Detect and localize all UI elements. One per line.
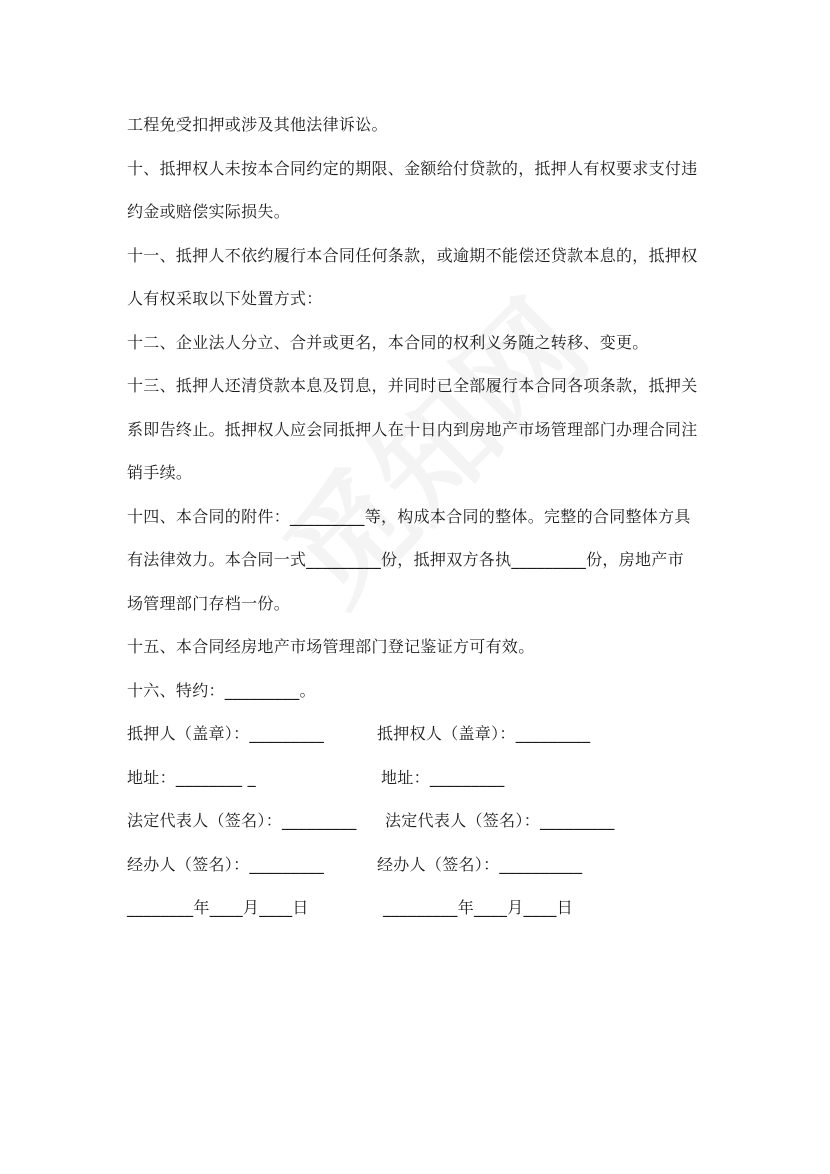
paragraph-line: 工程免受扣押或涉及其他法律诉讼。 bbox=[127, 115, 388, 134]
clause-11-line2: 人有权采取以下处置方式： bbox=[127, 289, 323, 308]
clause-16-line1: 十六、特约：_________。 bbox=[127, 681, 316, 700]
mortgagor-address: 地址：________ _ bbox=[127, 768, 256, 787]
clause-10-line1: 十、抵押权人未按本合同约定的期限、金额给付贷款的，抵押人有权要求支付违 bbox=[127, 159, 698, 178]
mortgagor-seal: 抵押人（盖章）：_________ bbox=[127, 724, 325, 743]
clause-15-line1: 十五、本合同经房地产市场管理部门登记鉴证方可有效。 bbox=[127, 637, 535, 656]
clause-12-line1: 十二、企业法人分立、合并或更名，本合同的权利义务随之转移、变更。 bbox=[127, 333, 649, 352]
mortgagor-date: ________年____月____日 bbox=[127, 898, 309, 917]
mortgagee-seal: 抵押权人（盖章）：_________ bbox=[377, 724, 591, 743]
clause-14-line3: 场管理部门存档一份。 bbox=[127, 594, 291, 613]
watermark bbox=[242, 258, 618, 634]
mortgagor-agent: 经办人（签名）：_________ bbox=[127, 855, 325, 874]
clause-13-line1: 十三、抵押人还清贷款本息及罚息，并同时已全部履行本合同各项条款，抵押关 bbox=[127, 376, 698, 395]
mortgagee-date: _________年____月____日 bbox=[383, 898, 573, 917]
clause-14-line2: 有法律效力。本合同一式_________份，抵押双方各执_________份，房地产市 bbox=[127, 550, 684, 569]
mortgagee-agent: 经办人（签名）：__________ bbox=[377, 855, 583, 874]
clause-14-line1: 十四、本合同的附件：_________等，构成本合同的整体。完整的合同整体方具 bbox=[127, 507, 691, 526]
clause-13-line2: 系即告终止。抵押权人应会同抵押人在十日内到房地产市场管理部门办理合同注 bbox=[127, 420, 698, 439]
clause-13-line3: 销手续。 bbox=[127, 463, 193, 482]
mortgagor-legal-rep: 法定代表人（签名）：_________ bbox=[127, 811, 357, 830]
clause-11-line1: 十一、抵押人不依约履行本合同任何条款，或逾期不能偿还贷款本息的，抵押权 bbox=[127, 246, 698, 265]
clause-10-line2: 约金或赔偿实际损失。 bbox=[127, 202, 291, 221]
mortgagee-address: 地址：_________ bbox=[381, 768, 505, 787]
mortgagee-legal-rep: 法定代表人（签名）：_________ bbox=[385, 811, 615, 830]
